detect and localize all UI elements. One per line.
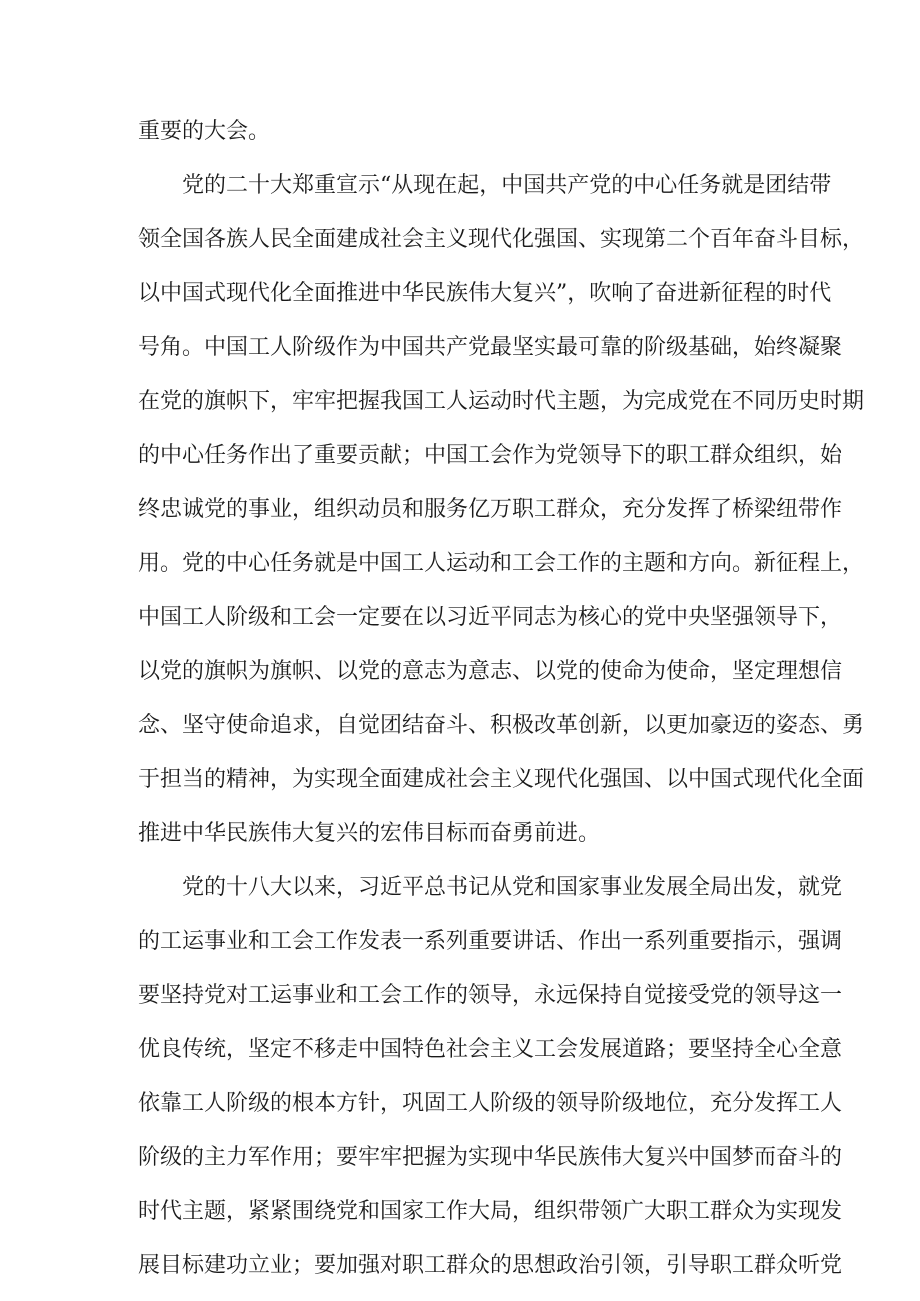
text-line: 以党的旗帜为旗帜、以党的意志为意志、以党的使命为使命，坚定理想信: [138, 659, 843, 684]
text-line: 终忠诚党的事业，组织动员和服务亿万职工群众，充分发挥了桥梁纽带作: [138, 497, 843, 522]
paragraph-first-line: 党的二十大郑重宣示“从现在起，中国共产党的中心任务就是团结带: [182, 173, 832, 198]
text-line: 依靠工人阶级的根本方针，巩固工人阶级的领导阶级地位，充分发挥工人: [138, 1091, 843, 1116]
text-line: 号角。中国工人阶级作为中国共产党最坚实最可靠的阶级基础，始终凝聚: [138, 335, 843, 360]
text-line: 重要的大会。: [138, 119, 271, 144]
text-line: 要坚持党对工运事业和工会工作的领导，永远保持自觉接受党的领导这一: [138, 983, 843, 1008]
text-line: 的中心任务作出了重要贡献；中国工会作为党领导下的职工群众组织，始: [138, 443, 843, 468]
text-line: 时代主题，紧紧围绕党和国家工作大局，组织带领广大职工群众为实现发: [138, 1199, 843, 1224]
text-line: 阶级的主力军作用；要牢牢把握为实现中华民族伟大复兴中国梦而奋斗的: [138, 1145, 843, 1170]
text-line: 在党的旗帜下，牢牢把握我国工人运动时代主题，为完成党在不同历史时期: [138, 389, 865, 414]
text-line: 领全国各族人民全面建成社会主义现代化强国、实现第二个百年奋斗目标，: [138, 227, 865, 252]
text-line: 中国工人阶级和工会一定要在以习近平同志为核心的党中央坚强领导下，: [138, 605, 843, 630]
text-line: 以中国式现代化全面推进中华民族伟大复兴”，吹响了奋进新征程的时代: [138, 281, 832, 306]
text-line: 推进中华民族伟大复兴的宏伟目标而奋勇前进。: [138, 821, 601, 846]
text-line: 的工运事业和工会工作发表一系列重要讲话、作出一系列重要指示，强调: [138, 929, 843, 954]
paragraph-first-line: 党的十八大以来，习近平总书记从党和国家事业发展全局出发，就党: [182, 875, 843, 900]
text-line: 念、坚守使命追求，自觉团结奋斗、积极改革创新，以更加豪迈的姿态、勇: [138, 713, 865, 738]
text-line: 于担当的精神，为实现全面建成社会主义现代化强国、以中国式现代化全面: [138, 767, 865, 792]
text-line: 优良传统，坚定不移走中国特色社会主义工会发展道路；要坚持全心全意: [138, 1037, 843, 1062]
body-text: [138, 105, 865, 1293]
text-line: 用。党的中心任务就是中国工人运动和工会工作的主题和方向。新征程上，: [138, 551, 865, 576]
text-line: 展目标建功立业；要加强对职工群众的思想政治引领，引导职工群众听党: [138, 1253, 843, 1278]
